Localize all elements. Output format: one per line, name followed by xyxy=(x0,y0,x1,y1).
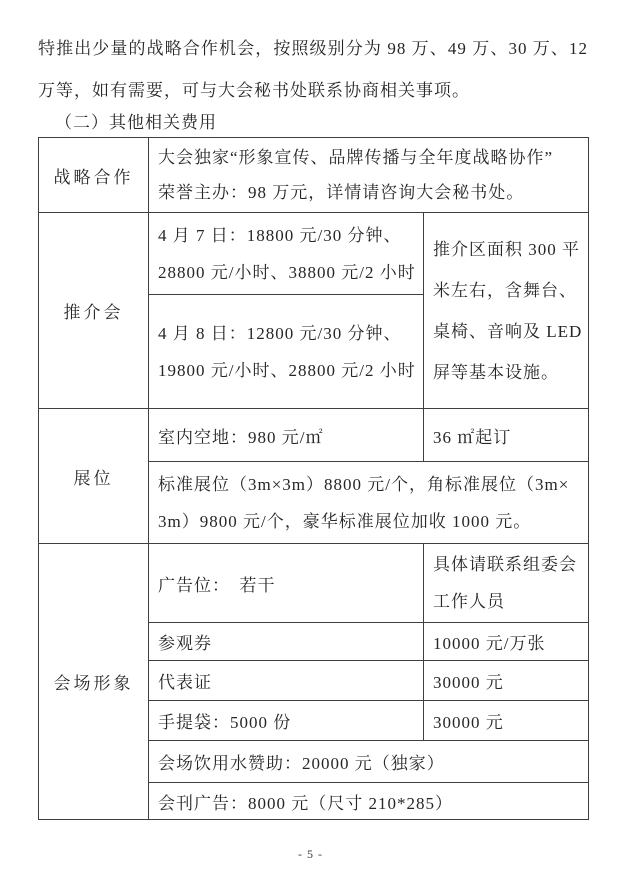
page-number: - 5 - xyxy=(298,847,323,861)
booth-min-order-cell xyxy=(424,409,589,462)
table-row-strategic xyxy=(39,138,589,213)
venue-image-label-cell: 会场形象 xyxy=(39,544,149,820)
ad-slot-note-line-1: 具体请联系组委会 xyxy=(433,555,577,574)
intro-paragraph xyxy=(38,28,588,112)
promotion-area-note-cell xyxy=(424,213,589,409)
strategic-desc-line-2: 荣誉主办：98 万元，详情请咨询大会秘书处。 xyxy=(158,183,525,202)
visitor-ticket-price-cell xyxy=(424,623,589,661)
table-row-booth-indoor xyxy=(39,409,589,462)
booth-standard-cell xyxy=(149,462,589,544)
delegate-badge-price-cell xyxy=(424,661,589,701)
journal-ad-text: 会刊广告：8000 元（尺寸 210*285） xyxy=(158,793,453,813)
booth-label-cell: 展位 xyxy=(39,409,149,544)
fee-table xyxy=(38,137,589,820)
hand-bag-price-cell xyxy=(424,701,589,741)
drinking-water-cell xyxy=(149,741,589,783)
promotion-label-cell: 推介会 xyxy=(39,213,149,409)
promotion-area-note-line-4: 屏等基本设施。 xyxy=(433,362,559,382)
hand-bag-cell xyxy=(149,701,424,741)
promotion-area-note-line-1: 推介区面积 300 平 xyxy=(433,239,580,259)
intro-line-2: 万等，如有需要，可与大会秘书处联系协商相关事项。 xyxy=(38,81,470,100)
section-heading: （二）其他相关费用 xyxy=(55,113,217,132)
promotion-area-note-line-3: 桌椅、音响及 LED xyxy=(433,321,583,341)
promotion-april7-line-1: 4 月 7 日：18800 元/30 分钟、 xyxy=(158,225,402,245)
ad-slot-cell xyxy=(149,544,424,623)
visitor-ticket-cell xyxy=(149,623,424,661)
ad-slot-note-line-2: 工作人员 xyxy=(433,592,505,611)
ad-slot-text: 广告位： 若干 xyxy=(158,575,276,595)
booth-indoor-cell xyxy=(149,409,424,462)
delegate-badge-text: 代表证 xyxy=(158,673,212,692)
strategic-desc-line-1: 大会独家“形象宣传、品牌传播与全年度战略协作” xyxy=(158,148,554,167)
promotion-april8-line-1: 4 月 8 日：12800 元/30 分钟、 xyxy=(158,323,402,343)
booth-standard-line-2: 3m）9800 元/个，豪华标准展位加收 1000 元。 xyxy=(158,511,532,531)
promotion-area-note-line-2: 米左右，含舞台、 xyxy=(433,280,577,300)
visitor-ticket-text: 参观券 xyxy=(158,634,212,653)
drinking-water-text: 会场饮用水赞助：20000 元（独家） xyxy=(158,754,445,773)
promotion-april7-cell xyxy=(149,213,424,295)
booth-min-order: 36 ㎡起订 xyxy=(433,427,512,447)
hand-bag-text: 手提袋：5000 份 xyxy=(158,713,292,732)
strategic-desc-cell xyxy=(149,138,589,213)
intro-line-1: 特推出少量的战略合作机会，按照级别分为 98 万、49 万、30 万、12 xyxy=(38,39,588,58)
table-row-promotion-april7 xyxy=(39,213,589,295)
delegate-badge-cell xyxy=(149,661,424,701)
table-row-ad-slot xyxy=(39,544,589,623)
booth-standard-line-1: 标准展位（3m×3m）8800 元/个，角标准展位（3m× xyxy=(158,474,570,494)
promotion-april7-line-2: 28800 元/小时、38800 元/2 小时 xyxy=(158,262,416,282)
booth-indoor-price: 室内空地：980 元/㎡ xyxy=(158,427,324,447)
journal-ad-cell xyxy=(149,783,589,820)
promotion-april8-cell xyxy=(149,295,424,409)
strategic-label-cell: 战略合作 xyxy=(39,138,149,213)
ad-slot-note-cell xyxy=(424,544,589,623)
visitor-ticket-price: 10000 元/万张 xyxy=(433,634,546,653)
promotion-april8-line-2: 19800 元/小时、28800 元/2 小时 xyxy=(158,360,416,380)
hand-bag-price: 30000 元 xyxy=(433,713,504,732)
delegate-badge-price: 30000 元 xyxy=(433,673,504,692)
